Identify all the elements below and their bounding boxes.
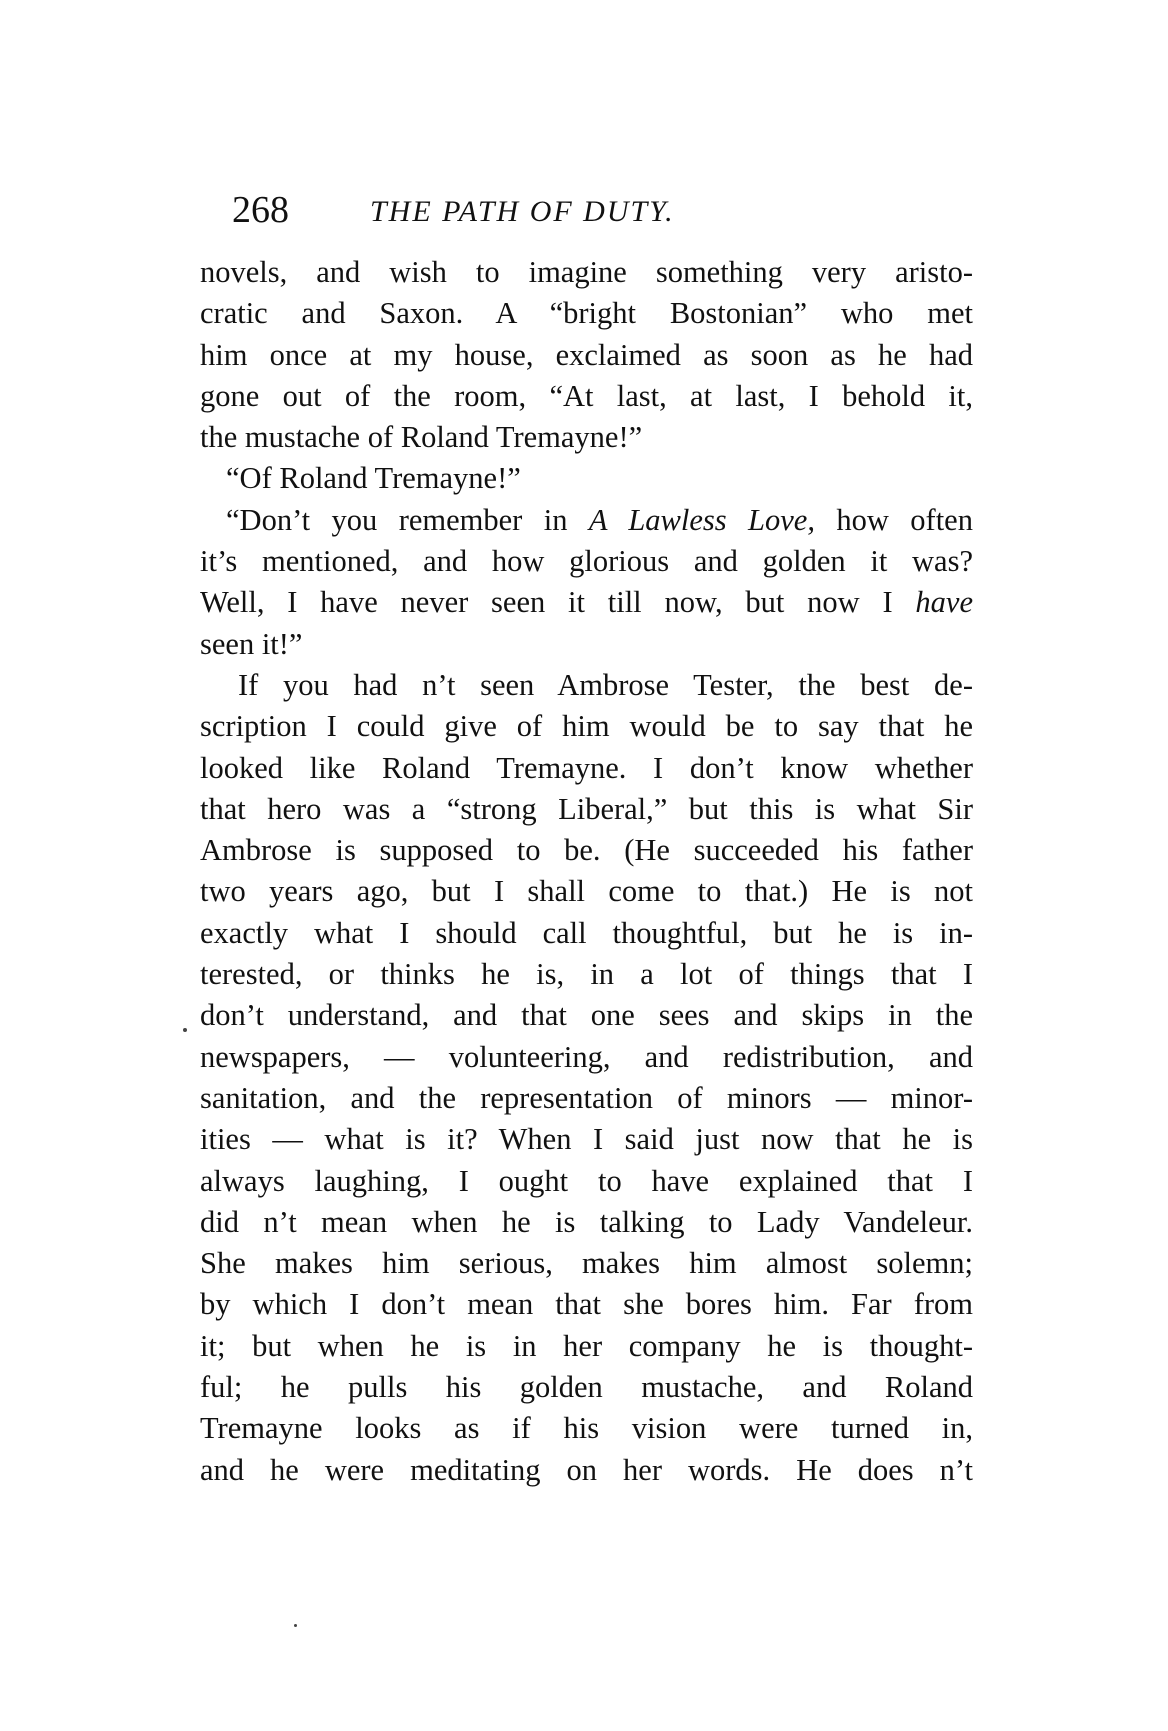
text-line (200, 500, 973, 541)
text-line: it’s mentioned, and how glorious and golden it was? (200, 544, 973, 579)
book-title: A Lawless Love, (588, 502, 815, 537)
text-line: seen it!” (200, 626, 303, 661)
text-line: by which I don’t mean that she bores him. Far from (200, 1287, 973, 1322)
text-line: it; but when he is in her company he is thought- (200, 1328, 973, 1363)
body-text (200, 252, 973, 1491)
scan-speck (294, 1624, 297, 1627)
text-line: ful; he pulls his golden mustache, and Roland (200, 1370, 973, 1405)
running-title: THE PATH OF DUTY. (370, 195, 675, 228)
scan-speck (183, 1028, 187, 1032)
text-line: two years ago, but I shall come to that.) He is not (200, 874, 973, 909)
text-line: did n’t mean when he is talking to Lady Vandeleur. (200, 1204, 973, 1239)
text-line: looked like Roland Tremayne. I don’t know whether (200, 750, 973, 785)
text-segment: Well, I have never seen it till now, but now I (200, 585, 893, 620)
text-line: him once at my house, exclaimed as soon as he had (200, 337, 973, 372)
text-segment: how often (836, 502, 973, 537)
text-line: always laughing, I ought to have explained that I (200, 1163, 973, 1198)
text-line: “Of Roland Tremayne!” (226, 461, 521, 496)
text-line: Ambrose is supposed to be. (He succeeded his father (200, 833, 973, 868)
text-segment: “Don’t you remember in (226, 502, 568, 537)
text-line: cratic and Saxon. A “bright Bostonian” who met (200, 296, 973, 331)
text-line: terested, or thinks he is, in a lot of things that I (200, 957, 973, 992)
text-line: newspapers, — volunteering, and redistribution, and (200, 1039, 973, 1074)
text-line: that hero was a “strong Liberal,” but this is what Sir (200, 791, 973, 826)
text-line: She makes him serious, makes him almost solemn; (200, 1246, 973, 1281)
page-header (232, 186, 972, 234)
text-line (200, 582, 973, 623)
text-line: don’t understand, and that one sees and skips in the (200, 998, 973, 1033)
emphasis: have (915, 585, 973, 620)
text-line: sanitation, and the representation of minors — minor- (200, 1080, 973, 1115)
text-line: the mustache of Roland Tremayne!” (200, 420, 643, 455)
text-line: novels, and wish to imagine something very aristo- (200, 255, 973, 289)
text-line: scription I could give of him would be to say that he (200, 709, 973, 744)
page-number: 268 (232, 189, 289, 231)
text-line: exactly what I should call thoughtful, but he is in- (200, 915, 973, 950)
text-line: and he were meditating on her words. He does n’t (200, 1452, 973, 1487)
text-line: If you had n’t seen Ambrose Tester, the best de- (238, 667, 973, 702)
text-line: gone out of the room, “At last, at last, I behold it, (200, 378, 973, 413)
text-line: Tremayne looks as if his vision were turned in, (200, 1411, 973, 1446)
text-line: ities — what is it? When I said just now that he is (200, 1122, 973, 1157)
